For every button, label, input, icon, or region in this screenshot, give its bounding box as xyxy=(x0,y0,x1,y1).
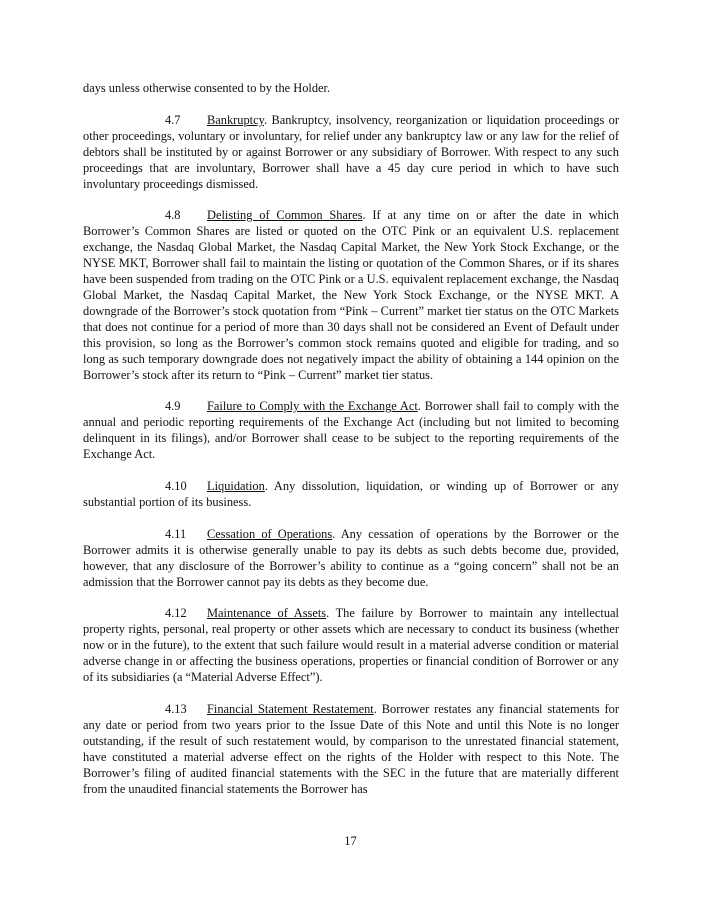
section-heading: Financial Statement Restatement xyxy=(207,702,374,716)
section-text: . Any dissolution, liquidation, or winding up of Borrower or any substantial portion of its business. xyxy=(83,479,619,509)
section-4-9 xyxy=(83,399,619,463)
section-heading: Failure to Comply with the Exchange Act xyxy=(207,399,418,414)
section-4-12 xyxy=(83,606,619,686)
section-heading: Delisting of Common Shares xyxy=(207,208,363,223)
section-number: 4.11 xyxy=(165,526,187,541)
section-4-11 xyxy=(83,527,619,591)
continuation-paragraph: days unless otherwise consented to by the Holder. xyxy=(83,81,331,95)
section-number: 4.13 xyxy=(165,702,187,716)
section-4-7 xyxy=(83,113,619,193)
page-number: 17 xyxy=(344,834,357,848)
section-heading: Bankruptcy xyxy=(207,112,265,127)
section-number: 4.9 xyxy=(165,399,181,414)
section-text: . If at any time on or after the date in which Borrower’s Common Shares are listed or quoted on the OTC Pink or an equivalent U.S. replacement exchange, the Nasdaq Global Market, the Nasdaq Capital Market, the New York Stock Exchange, or the NYSE MKT, Borrower shall fail to maintain the listing or quotation of the Common Shares, or if its shares have been suspended from trading on the OTC Pink or a U.S. equivalent replacement exchange, the Nasdaq Global Market, the Nasdaq Capital Market, the New York Stock Exchange, or the NYSE MKT. A downgrade of the Borrower’s stock quotation from “Pink – Current” market tier status on the OTC Markets that does not continue for a period of more than 30 days shall not be considered an Event of Default under this provision, so long as the Borrower’s common stock remains quoted and eligible for trading, and so long as such temporary downgrade does not negatively impact the ability of obtaining a 144 opinion on the Borrower’s stock after its return to “Pink – Current” market tier status. xyxy=(83,208,619,382)
section-heading: Maintenance of Assets xyxy=(207,606,327,621)
section-number: 4.12 xyxy=(165,606,187,621)
section-heading: Liquidation xyxy=(207,479,265,494)
section-4-10 xyxy=(83,479,619,511)
section-text: . Bankruptcy, insolvency, reorganization or liquidation proceedings or other proceedings, voluntary or involuntary, for relief under any bankruptcy law or any law for the relief of debtors shall be instituted by or against Borrower or any subsidiary of Borrower. With respect to any such proceedings that are involuntary, Borrower shall have a 45 day cure period in which to have such involuntary proceedings dismissed. xyxy=(83,112,619,191)
section-text: . Any cessation of operations by the Borrower or the Borrower admits it is otherwise generally unable to pay its debts as such debts become due, provided, however, that any disclosure of the Borrower’s ability to continue as a “going concern” shall not be an admission that the Borrower cannot pay its debts as they become due. xyxy=(83,526,619,589)
section-text: . Borrower shall fail to comply with the annual and periodic reporting requirements of the Exchange Act (including but not limited to becoming delinquent in its filings), and/or Borrower shall cease to be subject to the reporting requirements of the Exchange Act. xyxy=(83,399,619,462)
section-number: 4.8 xyxy=(165,208,181,223)
section-4-13 xyxy=(83,702,619,797)
section-number: 4.7 xyxy=(165,112,181,127)
section-number: 4.10 xyxy=(165,479,187,494)
document-body xyxy=(83,81,619,797)
section-heading: Cessation of Operations xyxy=(207,526,333,541)
section-text: . The failure by Borrower to maintain any intellectual property rights, personal, real property or other assets which are necessary to conduct its business (whether now or in the future), to the extent that such failure would result in a material adverse condition or material adverse change in or affecting the business operations, properties or financial condition of Borrower or any of its subsidiaries (a “Material Adverse Effect”). xyxy=(83,606,619,685)
section-text: . Borrower restates any financial statements for any date or period from two years prior to the Issue Date of this Note and until this Note is no longer outstanding, if the result of such restatement would, by comparison to the unrestated financial statement, have constituted a material adverse effect on the rights of the Holder with respect to this Note. The Borrower’s filing of audited financial statements with the SEC in the future that are materially different from the unaudited financial statements the Borrower has xyxy=(83,702,619,796)
section-4-8 xyxy=(83,208,619,383)
